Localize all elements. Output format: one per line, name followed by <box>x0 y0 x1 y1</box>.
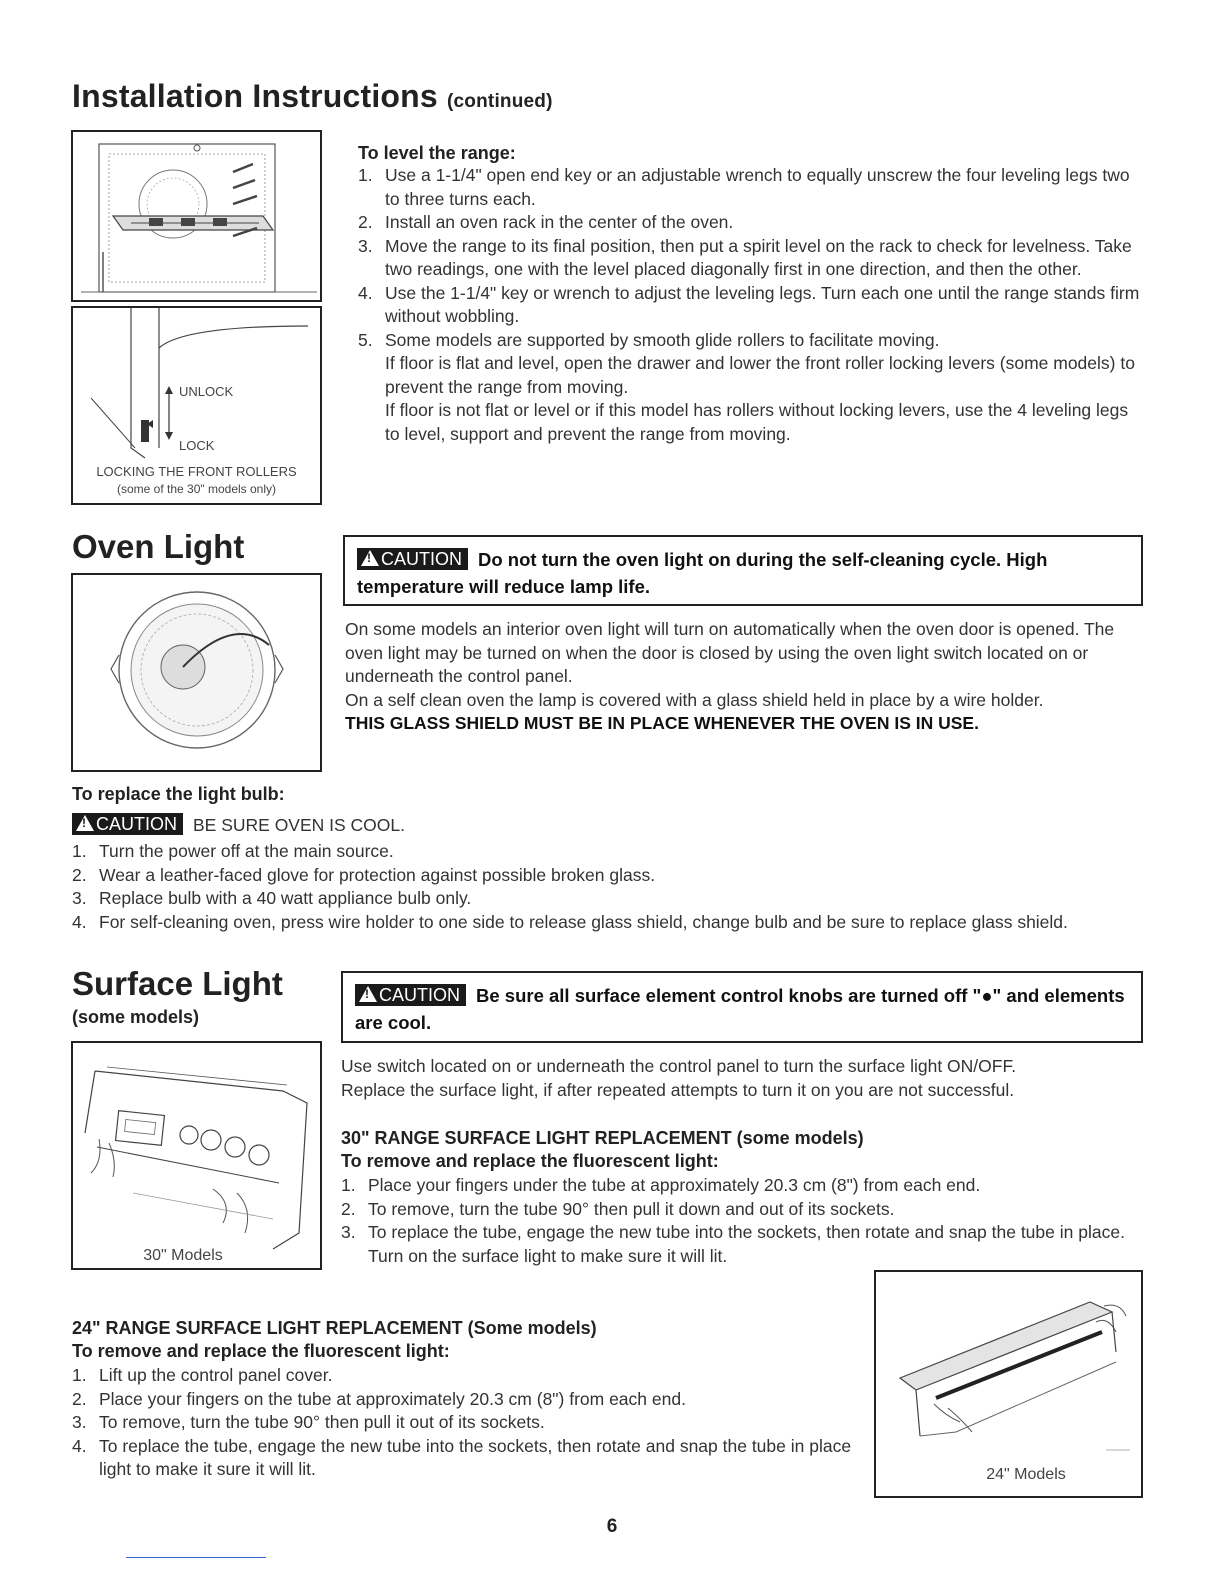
oven-light-warning: THIS GLASS SHIELD MUST BE IN PLACE WHENEVER THE OVEN IS IN USE. <box>345 713 979 733</box>
bulb-steps <box>72 840 1152 934</box>
surface-light-30-figure <box>71 1041 322 1270</box>
roller-note-1: If floor is flat and level, open the drawer and lower the front roller locking levers (some models) to prevent the range from moving. <box>385 353 1135 397</box>
surface-light-text <box>341 1055 1141 1102</box>
list-item: 2. To remove, turn the tube 90° then pull it down and out of its sockets. <box>341 1198 895 1219</box>
surface-light-caution: !CAUTION Be sure all surface element control knobs are turned off "●" and elements are cool. <box>341 971 1143 1043</box>
fig-caption-24: 24" Models <box>986 1466 1066 1483</box>
list-item: 1. Turn the power off at the main source. <box>72 841 394 861</box>
bulb-caution: !CAUTION BE SURE OVEN IS COOL. <box>72 813 405 838</box>
page-number: 6 <box>606 1516 618 1537</box>
list-item: 2. Install an oven rack in the center of the oven. <box>358 212 734 232</box>
list-item: 2. Wear a leather-faced glove for protection against possible broken glass. <box>72 864 656 885</box>
list-item: 4. To replace the tube, engage the new tube into the sockets, then rotate and snap the tube in place light to make it sure it will lit. <box>72 1435 852 1479</box>
list-item: 3. To replace the tube, engage the new tube into the sockets, then rotate and snap the tube in place. Turn on the surface light to make sure it will lit. <box>341 1222 1125 1266</box>
list-item: 4. For self-cleaning oven, press wire holder to one side to release glass shield, change bulb and be sure to replace glass shield. <box>72 911 1068 932</box>
r24-subheading: To remove and replace the fluorescent light: <box>72 1341 450 1361</box>
oven-light-para-2: On a self clean oven the lamp is covered with a glass shield held in place by a wire holder. <box>345 689 1044 710</box>
list-item: 3. To remove, turn the tube 90° then pull it out of its sockets. <box>72 1412 545 1432</box>
list-item: 3. Replace bulb with a 40 watt appliance bulb only. <box>72 888 472 908</box>
surface-light-para-2: Replace the surface light, if after repeated attempts to turn it on you are not successful. <box>341 1079 1015 1100</box>
oven-light-para-1: On some models an interior oven light will turn on automatically when the oven door is opened. The oven light may be turned on when the door is closed by using the oven light switch located on or underneath the control panel. <box>345 619 1115 686</box>
fig-caption-30: 30" Models <box>143 1247 223 1264</box>
roller-caption-2: (some of the 30" models only) <box>117 482 276 496</box>
surface-light-para-1: Use switch located on or underneath the control panel to turn the surface light ON/OFF. <box>341 1056 1017 1076</box>
unlock-label: UNLOCK <box>179 384 234 399</box>
caution-badge: !CAUTION <box>72 813 183 835</box>
r30-heading: 30" RANGE SURFACE LIGHT REPLACEMENT (some models) <box>341 1128 864 1148</box>
list-item: 1. Place your fingers under the tube at approximately 20.3 cm (8") from each end. <box>341 1175 981 1195</box>
r24-heading: 24" RANGE SURFACE LIGHT REPLACEMENT (Some models) <box>72 1318 597 1338</box>
warning-icon <box>76 815 94 831</box>
surface-light-subheading: (some models) <box>72 1007 200 1027</box>
r30-subheading: To remove and replace the fluorescent light: <box>341 1151 719 1171</box>
list-item: 1. Lift up the control panel cover. <box>72 1365 333 1385</box>
oven-light-heading: Oven Light <box>72 528 245 565</box>
warning-icon <box>359 986 377 1002</box>
caution-badge: !CAUTION <box>355 984 466 1006</box>
footer-divider <box>126 1557 266 1558</box>
list-item: 2. Place your fingers on the tube at approximately 20.3 cm (8") from each end. <box>72 1388 686 1409</box>
r24-steps <box>72 1364 862 1482</box>
oven-light-caution: ! CAUTION Do not turn the oven light on during the self-cleaning cycle. High temperature will reduce lamp life. <box>343 535 1143 606</box>
list-item: 4. Use the 1-1/4" key or wrench to adjust the leveling legs. Turn each one until the range stands firm without wobbling. <box>358 282 1140 326</box>
roller-caption-1: LOCKING THE FRONT ROLLERS <box>96 464 297 479</box>
list-item: 5. Some models are supported by smooth glide rollers to facilitate moving. <box>358 329 940 350</box>
list-item: 1. Use a 1-1/4" open end key or an adjustable wrench to equally unscrew the four leveling legs two to three turns each. <box>358 165 1130 209</box>
roller-lock-figure <box>71 306 322 505</box>
roller-note-2: If floor is not flat or level or if this model has rollers without locking levers, use the 4 leveling legs to level, support and prevent the range from moving. <box>385 400 1129 444</box>
warning-icon <box>361 550 379 566</box>
oven-rack-figure <box>71 130 322 302</box>
bulb-heading: To replace the light bulb: <box>72 784 285 804</box>
r30-steps <box>341 1174 1146 1268</box>
oven-light-text <box>345 618 1145 736</box>
surface-light-24-figure <box>874 1270 1143 1498</box>
lock-label: LOCK <box>179 438 215 453</box>
list-item: 3. Move the range to its final position, then put a spirit level on the rack to check for levelness. Take two readings, one with the level placed diagonally first in one direction, and then the other. <box>358 235 1132 279</box>
level-steps <box>358 164 1144 446</box>
surface-light-heading: Surface Light <box>72 965 283 1002</box>
oven-light-figure <box>71 573 322 772</box>
page-title: Installation Instructions (continued) <box>72 78 553 114</box>
caution-badge: ! CAUTION <box>357 548 468 570</box>
title-suffix: (continued) <box>447 91 553 112</box>
level-heading: To level the range: <box>358 143 516 163</box>
